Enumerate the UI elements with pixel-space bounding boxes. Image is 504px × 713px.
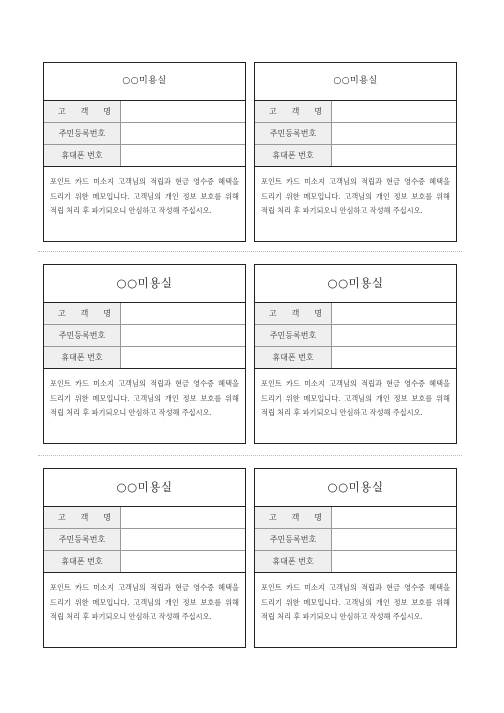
resident-number-row	[44, 325, 245, 347]
customer-name-row	[255, 507, 456, 529]
customer-name-label: 고 객 명	[44, 303, 121, 324]
privacy-notice: 포인트 카드 미소지 고객님의 적립과 현금 영수증 혜택을 드리기 위한 메모입니다. 고객님의 개인 정보 보호를 위해 적립 처리 후 파기되오니 안심하고 작성해 주십시오.	[261, 583, 450, 621]
customer-name-row	[255, 303, 456, 325]
customer-name-row	[44, 507, 245, 529]
phone-number-label: 휴대폰 번호	[44, 347, 121, 368]
resident-number-row	[44, 123, 245, 145]
phone-number-field[interactable]	[332, 551, 456, 572]
customer-name-label: 고 객 명	[255, 101, 332, 122]
privacy-notice: 포인트 카드 미소지 고객님의 적립과 현금 영수증 혜택을 드리기 위한 메모입니다. 고객님의 개인 정보 보호를 위해 적립 처리 후 파기되오니 안심하고 작성해 주십시오.	[50, 379, 239, 417]
resident-number-field[interactable]	[121, 123, 245, 144]
privacy-notice: 포인트 카드 미소지 고객님의 적립과 현금 영수증 혜택을 드리기 위한 메모입니다. 고객님의 개인 정보 보호를 위해 적립 처리 후 파기되오니 안심하고 작성해 주십시오.	[261, 177, 450, 215]
resident-number-row	[255, 529, 456, 551]
privacy-notice: 포인트 카드 미소지 고객님의 적립과 현금 영수증 혜택을 드리기 위한 메모입니다. 고객님의 개인 정보 보호를 위해 적립 처리 후 파기되오니 안심하고 작성해 주십시오.	[50, 177, 239, 215]
resident-number-row	[44, 529, 245, 551]
customer-memo-card	[43, 62, 246, 242]
phone-number-row	[44, 551, 245, 573]
customer-name-row	[44, 303, 245, 325]
resident-number-field[interactable]	[332, 529, 456, 550]
phone-number-label: 휴대폰 번호	[255, 145, 332, 166]
customer-name-field[interactable]	[121, 303, 245, 324]
customer-name-field[interactable]	[332, 101, 456, 122]
phone-number-field[interactable]	[121, 551, 245, 572]
phone-number-row	[255, 145, 456, 167]
resident-number-label: 주민등록번호	[255, 123, 332, 144]
resident-number-label: 주민등록번호	[44, 123, 121, 144]
customer-name-field[interactable]	[332, 303, 456, 324]
card-title: ○○미용실	[255, 63, 456, 101]
phone-number-field[interactable]	[332, 145, 456, 166]
customer-name-field[interactable]	[332, 507, 456, 528]
customer-name-label: 고 객 명	[255, 303, 332, 324]
phone-number-row	[44, 347, 245, 369]
cut-line	[38, 455, 462, 456]
resident-number-field[interactable]	[332, 325, 456, 346]
privacy-notice: 포인트 카드 미소지 고객님의 적립과 현금 영수증 혜택을 드리기 위한 메모입니다. 고객님의 개인 정보 보호를 위해 적립 처리 후 파기되오니 안심하고 작성해 주십시오.	[261, 379, 450, 417]
resident-number-field[interactable]	[121, 325, 245, 346]
card-title: ○○미용실	[44, 469, 245, 507]
customer-name-label: 고 객 명	[44, 101, 121, 122]
phone-number-row	[255, 551, 456, 573]
card-title: ○○미용실	[44, 265, 245, 303]
card-title: ○○미용실	[44, 63, 245, 101]
phone-number-field[interactable]	[332, 347, 456, 368]
resident-number-row	[255, 123, 456, 145]
customer-name-field[interactable]	[121, 101, 245, 122]
resident-number-label: 주민등록번호	[255, 529, 332, 550]
customer-name-label: 고 객 명	[255, 507, 332, 528]
resident-number-row	[255, 325, 456, 347]
phone-number-label: 휴대폰 번호	[255, 347, 332, 368]
card-title: ○○미용실	[255, 265, 456, 303]
phone-number-row	[255, 347, 456, 369]
customer-name-row	[255, 101, 456, 123]
resident-number-label: 주민등록번호	[255, 325, 332, 346]
customer-memo-card	[254, 468, 457, 648]
customer-name-row	[44, 101, 245, 123]
resident-number-label: 주민등록번호	[44, 325, 121, 346]
customer-memo-card	[43, 468, 246, 648]
phone-number-label: 휴대폰 번호	[255, 551, 332, 572]
phone-number-row	[44, 145, 245, 167]
privacy-notice: 포인트 카드 미소지 고객님의 적립과 현금 영수증 혜택을 드리기 위한 메모입니다. 고객님의 개인 정보 보호를 위해 적립 처리 후 파기되오니 안심하고 작성해 주십시오.	[50, 583, 239, 621]
resident-number-field[interactable]	[121, 529, 245, 550]
customer-memo-card	[43, 264, 246, 444]
customer-memo-card	[254, 264, 457, 444]
phone-number-field[interactable]	[121, 145, 245, 166]
phone-number-field[interactable]	[121, 347, 245, 368]
customer-memo-card	[254, 62, 457, 242]
phone-number-label: 휴대폰 번호	[44, 551, 121, 572]
card-title: ○○미용실	[255, 469, 456, 507]
cut-line	[38, 251, 462, 252]
customer-name-label: 고 객 명	[44, 507, 121, 528]
resident-number-field[interactable]	[332, 123, 456, 144]
phone-number-label: 휴대폰 번호	[44, 145, 121, 166]
resident-number-label: 주민등록번호	[44, 529, 121, 550]
customer-name-field[interactable]	[121, 507, 245, 528]
